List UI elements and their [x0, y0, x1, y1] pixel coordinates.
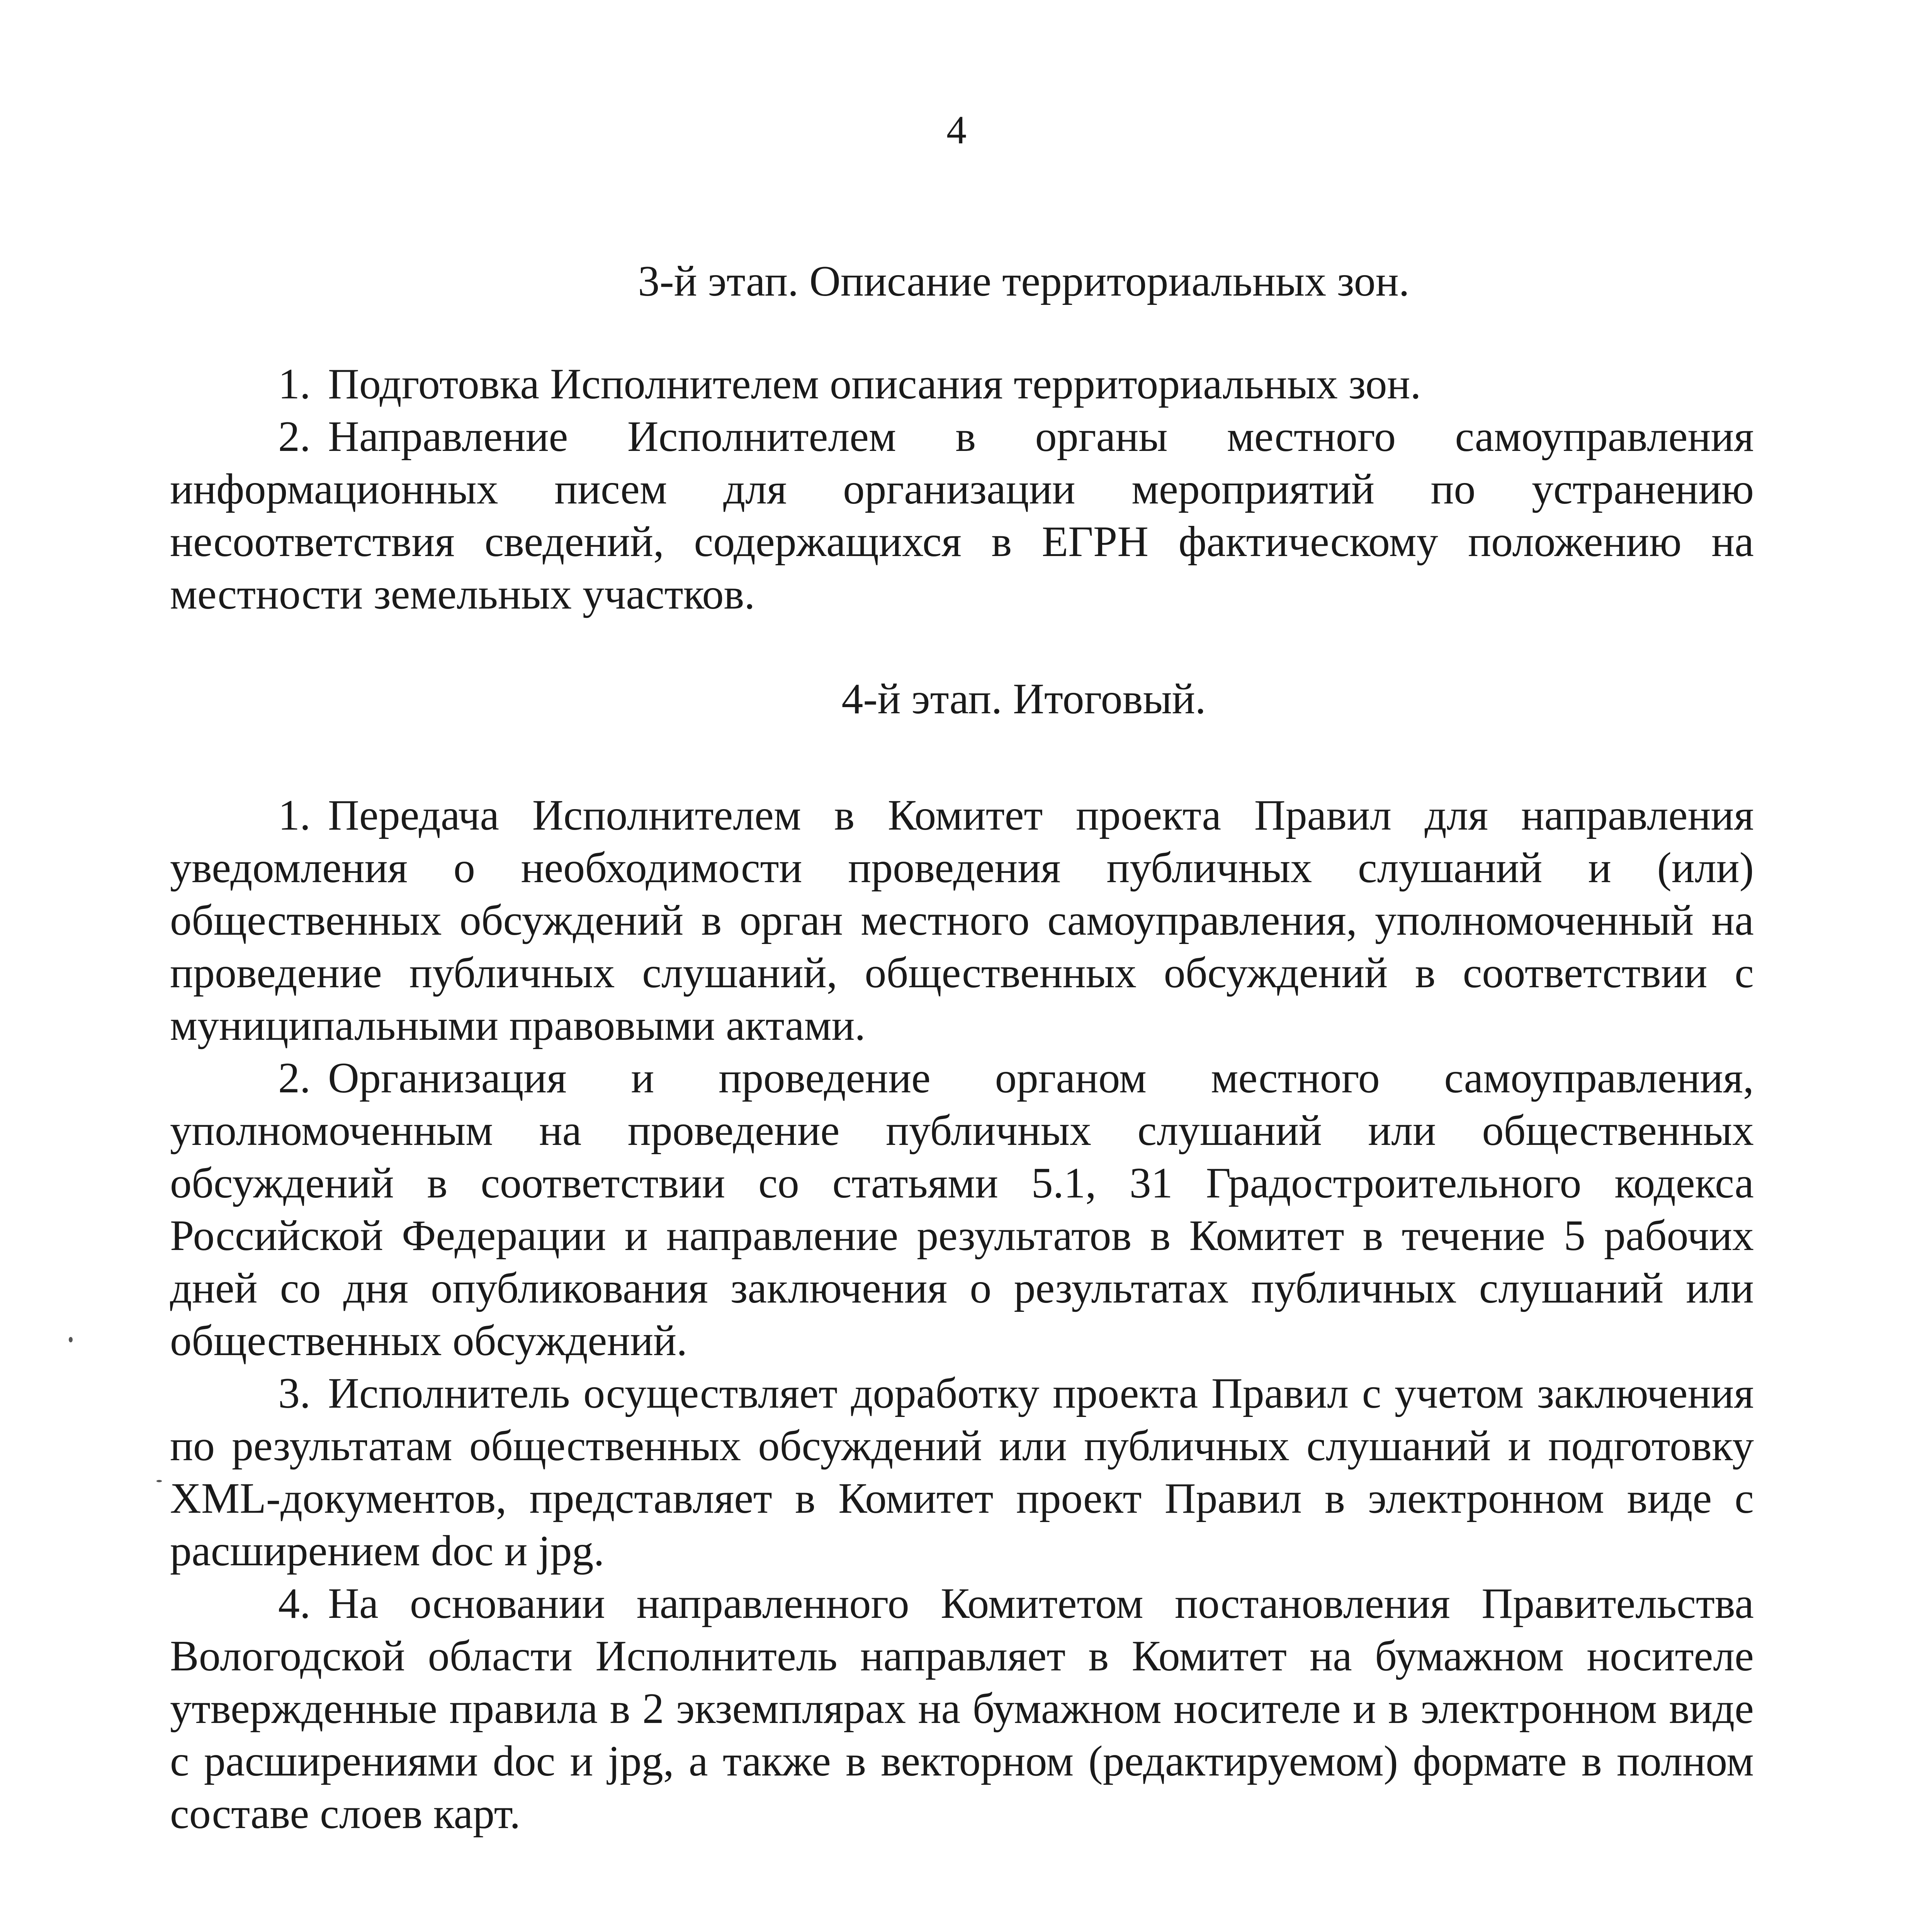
item-text: Передача Исполнителем в Комитет проекта Правил для направления уведомления о необходимости проведения публичных слушаний и (или) общественных обсуждений в орган местного самоуправления, уполномоченный на проведение публичных слушаний, общественных обсуждений в соответствии с муниципальными правовыми актами. [170, 791, 1754, 1049]
page-number: 4 [946, 108, 967, 152]
item-number: 4. [278, 1580, 311, 1628]
item-text: Организация и проведение органом местного самоуправления, уполномоченным на проведение публичных слушаний или общественных обсуждений в соответствии со статьями 5.1, 31 Градостроительного кодекса Российской Федерации и направление результатов в Комитет в течение 5 рабочих дней со дня опубликования заключения о результатах публичных слушаний или общественных обсуждений. [170, 1054, 1754, 1365]
list-item [170, 789, 1754, 1052]
scan-speck [69, 1337, 73, 1342]
item-text: Направление Исполнителем в органы местного самоуправления информационных писем для организации мероприятий по устранению несоответствия сведений, содержащихся в ЕГРН фактическому положению на местности земельных участков. [170, 413, 1754, 618]
item-number: 2. [278, 1054, 311, 1102]
item-text: Исполнитель осуществляет доработку проекта Правил с учетом заключения по результатам общественных обсуждений или публичных слушаний и подготовку XML-документов, представляет в Комитет проект Правил в электронном виде с расширением doc и jpg. [170, 1369, 1754, 1575]
list-item [170, 1367, 1754, 1577]
stage-3-list [170, 358, 1754, 621]
item-number: 1. [278, 360, 311, 408]
item-text: Подготовка Исполнителем описания территориальных зон. [328, 360, 1421, 408]
stage-4-list [170, 789, 1754, 1840]
list-item [170, 1577, 1754, 1840]
list-item [170, 358, 1754, 410]
item-number: 3. [278, 1369, 311, 1417]
section-heading-stage-4: 4-й этап. Итоговый. [841, 675, 1206, 723]
item-number: 1. [278, 791, 311, 839]
scan-speck [156, 1480, 162, 1482]
item-text: На основании направленного Комитетом постановления Правительства Вологодской области Исполнитель направляет в Комитет на бумажном носителе утвержденные правила в 2 экземплярах на бумажном носителе и в электронном виде с расширениями doc и jpg, а также в векторном (редактируемом) формате в полном составе слоев карт. [170, 1580, 1754, 1838]
document-body [170, 255, 1754, 1840]
list-item [170, 410, 1754, 621]
section-heading-stage-3: 3-й этап. Описание территориальных зон. [638, 257, 1410, 305]
item-number: 2. [278, 413, 311, 461]
list-item [170, 1052, 1754, 1367]
